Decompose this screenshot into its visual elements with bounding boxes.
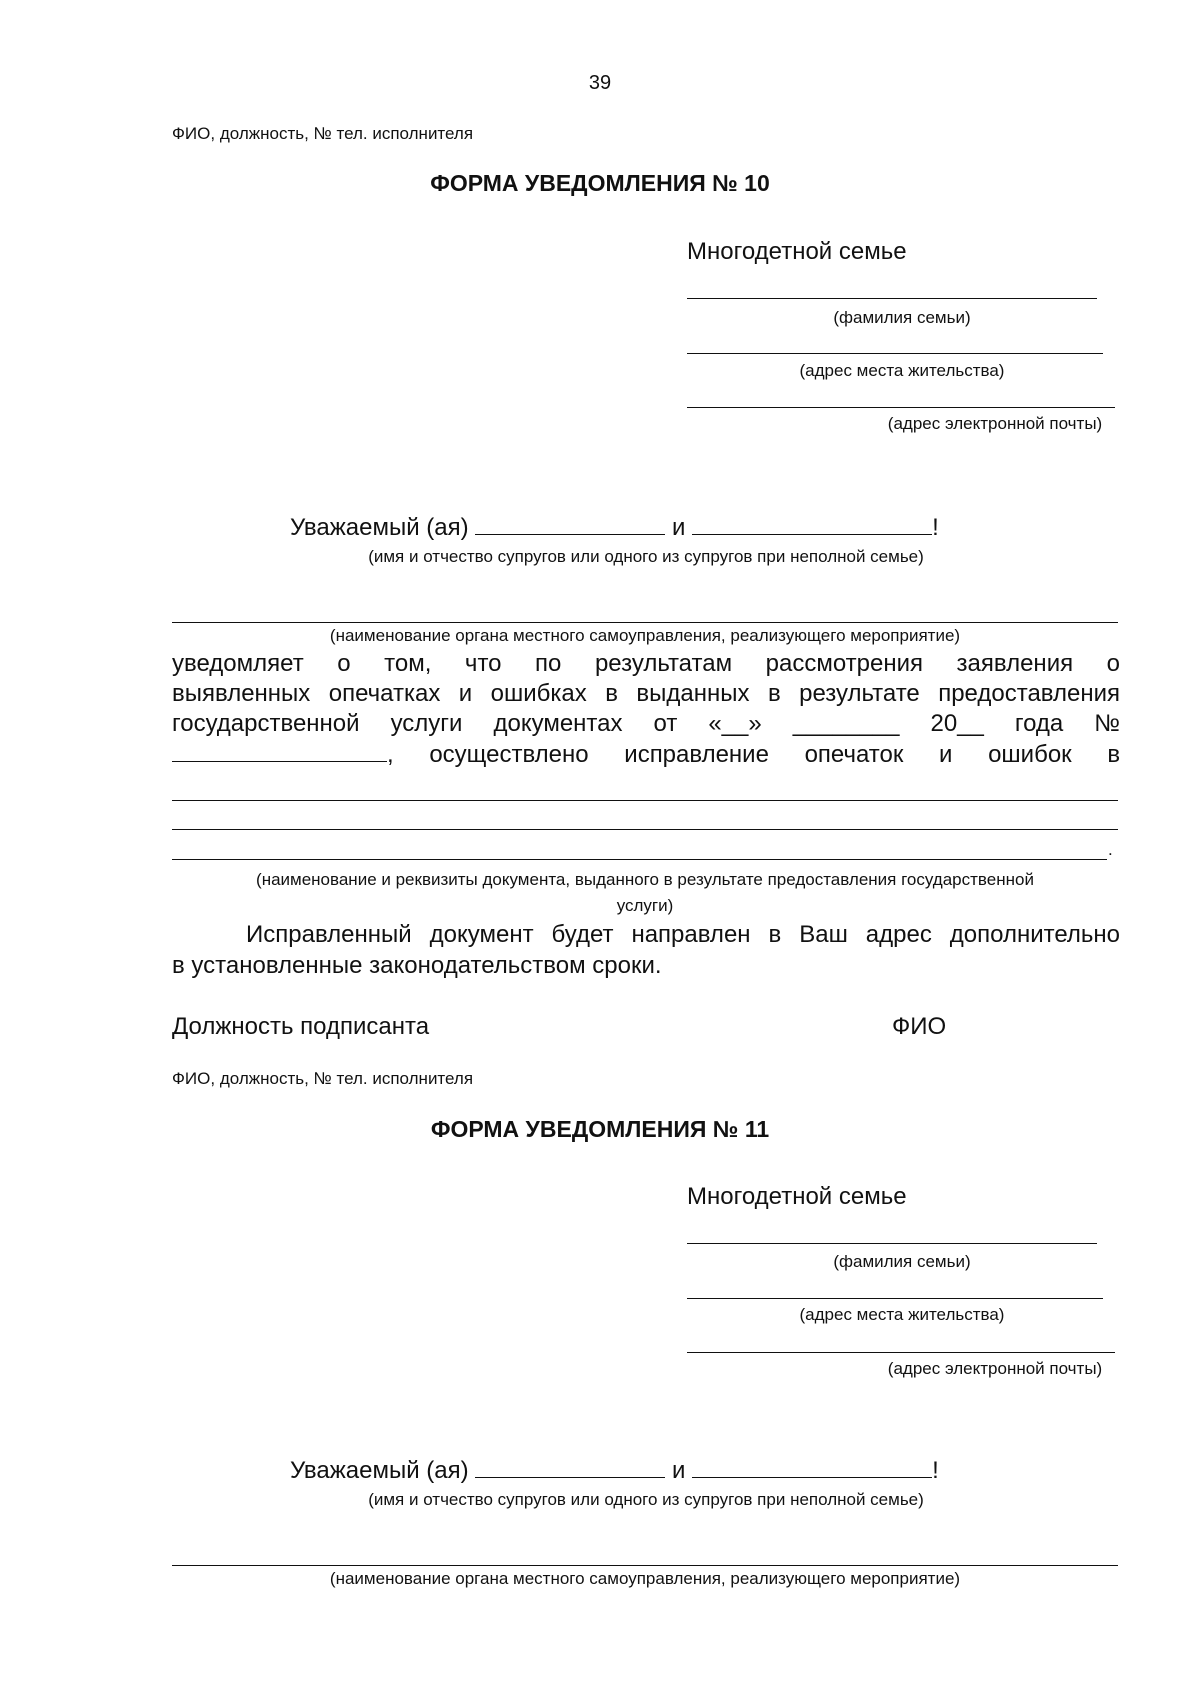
closing-line-1: Исправленный документ будет направлен в Ваш адрес дополнительно xyxy=(246,921,1120,948)
body-line-4-word: осуществлено xyxy=(429,741,589,768)
family-line-10 xyxy=(687,298,1097,299)
spouse1-blank-10 xyxy=(475,512,665,535)
body-line-3-word: документах xyxy=(493,710,623,737)
greeting-and-10: и xyxy=(671,514,686,541)
greeting-caption-11: (имя и отчество супругов или одного из супругов при неполной семье) xyxy=(368,1490,924,1509)
authority-caption-10: (наименование органа местного самоуправления, реализующего мероприятие) xyxy=(329,626,961,645)
date-month-blank: ________ xyxy=(792,710,900,737)
doc-caption-line-2: услуги) xyxy=(616,896,674,915)
document-line-1 xyxy=(172,800,1118,801)
doc-caption-line-1: (наименование и реквизиты документа, выданного в результате предоставления государственной xyxy=(256,870,1034,889)
closing-line-2: в установленные законодательством сроки. xyxy=(172,952,662,979)
body-line-4-word: опечаток xyxy=(804,741,904,768)
spouse2-blank-10 xyxy=(692,512,932,535)
address-line-10 xyxy=(687,353,1103,354)
comma: , xyxy=(387,741,394,768)
family-line-11 xyxy=(687,1243,1097,1244)
document-line-period: . xyxy=(1108,840,1113,859)
body-line-1: уведомляет о том, что по результатам рассмотрения заявления о xyxy=(172,650,1120,677)
body-line-4-word: ошибок xyxy=(988,741,1072,768)
signer-name: ФИО xyxy=(892,1013,947,1040)
authority-caption-11: (наименование органа местного самоуправления, реализующего мероприятие) xyxy=(329,1569,961,1588)
spouse1-blank-11 xyxy=(475,1455,665,1478)
spouse2-blank-11 xyxy=(692,1455,932,1478)
authority-line-11 xyxy=(172,1565,1118,1566)
greeting-11 xyxy=(290,1455,939,1485)
addressee-label-10: Многодетной семье xyxy=(687,238,907,265)
greeting-and-11: и xyxy=(671,1457,686,1484)
document-line-3 xyxy=(172,859,1107,860)
greeting-start-10: Уважаемый (ая) xyxy=(290,514,469,541)
doc-number-underline xyxy=(172,739,387,762)
family-caption-11: (фамилия семьи) xyxy=(833,1252,971,1271)
body-line-4-word: и xyxy=(939,741,953,768)
addressee-label-11: Многодетной семье xyxy=(687,1183,907,1210)
email-line-11 xyxy=(687,1352,1115,1353)
executor-info-11: ФИО, должность, № тел. исполнителя xyxy=(172,1069,474,1088)
greeting-caption-10: (имя и отчество супругов или одного из супругов при неполной семье) xyxy=(368,547,924,566)
body-line-4-word: в xyxy=(1107,741,1121,768)
email-caption-10: (адрес электронной почты) xyxy=(887,414,1103,433)
address-caption-10: (адрес места жительства) xyxy=(799,361,1005,380)
executor-info-10: ФИО, должность, № тел. исполнителя xyxy=(172,124,474,143)
body-line-3-word: услуги xyxy=(390,710,463,737)
greeting-end-11: ! xyxy=(932,1457,939,1484)
signer-position: Должность подписанта xyxy=(172,1013,430,1040)
address-line-11 xyxy=(687,1298,1103,1299)
email-caption-11: (адрес электронной почты) xyxy=(887,1359,1103,1378)
greeting-end-10: ! xyxy=(932,514,939,541)
page-number: 39 xyxy=(588,72,612,94)
form-title-10: ФОРМА УВЕДОМЛЕНИЯ № 10 xyxy=(430,170,770,196)
address-caption-11: (адрес места жительства) xyxy=(799,1305,1005,1324)
family-caption-10: (фамилия семьи) xyxy=(833,308,971,327)
doc-number-blank xyxy=(172,739,394,770)
body-line-3-word: государственной xyxy=(172,710,360,737)
body-line-2: выявленных опечатках и ошибках в выданных в результате предоставления xyxy=(172,680,1120,707)
greeting-10 xyxy=(290,512,939,542)
form-title-11: ФОРМА УВЕДОМЛЕНИЯ № 11 xyxy=(430,1116,770,1142)
body-line-3-word: года xyxy=(1014,710,1064,737)
date-day-blank: «__» xyxy=(708,710,762,737)
authority-line-10 xyxy=(172,622,1118,623)
body-line-3 xyxy=(172,709,1120,739)
email-line-10 xyxy=(687,407,1115,408)
date-year-blank: 20__ xyxy=(930,710,984,737)
document-line-2 xyxy=(172,829,1118,830)
body-line-4-word: исправление xyxy=(624,741,769,768)
greeting-start-11: Уважаемый (ая) xyxy=(290,1457,469,1484)
number-sign: № xyxy=(1094,710,1121,737)
body-line-3-word: от xyxy=(653,710,678,737)
body-line-4 xyxy=(172,739,1120,770)
